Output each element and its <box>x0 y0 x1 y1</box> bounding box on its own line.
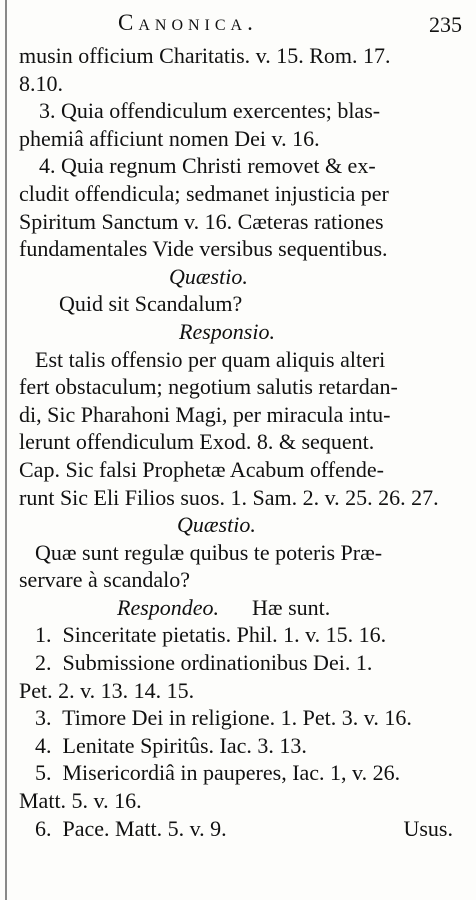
text-line: cludit offendicula; sedmanet injusticia per <box>19 180 389 206</box>
section-heading-quaestio: Quæstio. <box>177 512 256 538</box>
question-text: servare à scandalo? <box>19 567 191 593</box>
list-item <box>19 621 457 649</box>
respondeo-label: Respondeo. <box>117 594 220 620</box>
list-item <box>19 732 457 760</box>
answer-line: lerunt offendiculum Exod. 8. & sequent. <box>19 429 375 455</box>
text-line: Spiritum Sanctum v. 16. Cæteras rationes <box>19 208 384 234</box>
item-text: Submissione ordinationibus Dei. 1. <box>62 650 373 676</box>
page-gutter-edge <box>5 0 7 900</box>
list-item <box>19 704 457 732</box>
page-number: 235 <box>429 12 462 37</box>
item-text: Misericordiâ in pauperes, Iac. 1, v. 26. <box>62 760 401 786</box>
section-heading-responsio: Responsio. <box>179 318 275 344</box>
list-item <box>19 815 457 843</box>
answer-line: Cap. Sic falsi Prophetæ Acabum offende- <box>19 456 384 482</box>
list-item <box>19 759 457 787</box>
text-line: 8.10. <box>19 70 63 96</box>
item-text: Pet. 2. v. 13. 14. 15. <box>19 677 195 703</box>
item-number: 2. <box>35 650 52 676</box>
item-text: Timore Dei in religione. 1. Pet. 3. v. 16. <box>62 705 412 731</box>
item-text: Sinceritate pietatis. Phil. 1. v. 15. 16. <box>62 622 387 648</box>
running-head: Canonica. <box>118 10 258 35</box>
answer-line: di, Sic Pharahoni Magi, per miracula intu- <box>19 401 391 427</box>
list-item-continuation <box>19 677 457 705</box>
item-number: 3. <box>35 705 52 731</box>
answer-line: runt Sic Eli Filios suos. 1. Sam. 2. v. 25. 26. 27. <box>19 484 439 510</box>
text-line: 3. Quia offendiculum exercentes; blas- <box>39 98 381 124</box>
item-text: Matt. 5. v. 16. <box>19 788 142 814</box>
item-text: Pace. Matt. 5. v. 9. <box>62 815 227 841</box>
catchword: Usus. <box>403 815 453 841</box>
list-item-continuation <box>19 787 457 815</box>
body-text <box>19 42 457 842</box>
text-line: fundamentales Vide versibus sequentibus. <box>19 236 388 262</box>
respondeo-text: Hæ sunt. <box>252 594 331 620</box>
section-heading-quaestio: Quæstio. <box>169 263 248 289</box>
answer-line: fert obstaculum; negotium salutis retardan- <box>19 374 398 400</box>
list-item <box>19 649 457 677</box>
text-line: musin officium Charitatis. v. 15. Rom. 17. <box>19 43 391 68</box>
text-line: phemiâ afficiunt nomen Dei v. 16. <box>19 125 320 151</box>
question-text: Quid sit Scandalum? <box>59 291 243 317</box>
item-text: Lenitate Spiritûs. Iac. 3. 13. <box>62 732 307 758</box>
item-number: 1. <box>35 622 52 648</box>
item-number: 5. <box>35 760 52 786</box>
item-number: 6. <box>35 815 52 841</box>
respondeo-line <box>19 594 457 622</box>
question-text: Quæ sunt regulæ quibus te poteris Præ- <box>35 539 383 565</box>
text-line: 4. Quia regnum Christi removet & ex- <box>39 153 376 179</box>
answer-line: Est talis offensio per quam aliquis alteri <box>35 346 386 372</box>
item-number: 4. <box>35 732 52 758</box>
page-header <box>0 8 476 42</box>
